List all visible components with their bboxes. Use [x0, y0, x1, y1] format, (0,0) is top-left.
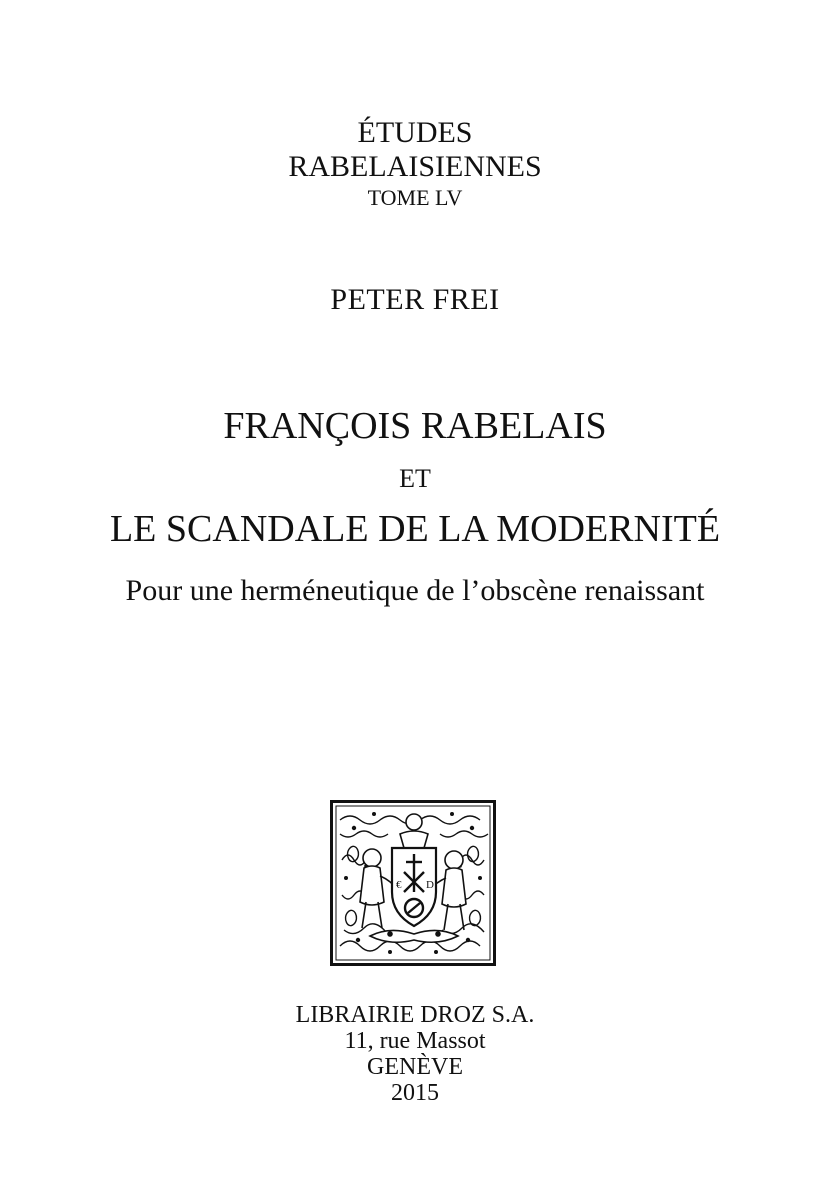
- book-title-conjunction: ET: [399, 464, 431, 493]
- book-subtitle: Pour une herméneutique de l’obscène renaissant: [125, 574, 705, 607]
- book-title-line-2: LE SCANDALE DE LA MODERNITÉ: [109, 508, 721, 550]
- publication-year: 2015: [391, 1080, 439, 1106]
- svg-text:D: D: [426, 879, 434, 891]
- publisher-street: 11, rue Massot: [344, 1028, 486, 1054]
- publisher-name: LIBRAIRIE DROZ S.A.: [295, 1002, 535, 1028]
- svg-text:€: €: [396, 879, 402, 891]
- series-volume: TOME LV: [367, 185, 463, 210]
- series-title-line-1: ÉTUDES: [357, 116, 473, 149]
- publisher-city: GENÈVE: [367, 1054, 463, 1080]
- series-title-line-2: RABELAISIENNES: [288, 150, 542, 183]
- printer-mark-woodcut-icon: [330, 800, 496, 966]
- book-title-line-1: FRANÇOIS RABELAIS: [223, 405, 607, 447]
- author-name: PETER FREI: [330, 283, 500, 316]
